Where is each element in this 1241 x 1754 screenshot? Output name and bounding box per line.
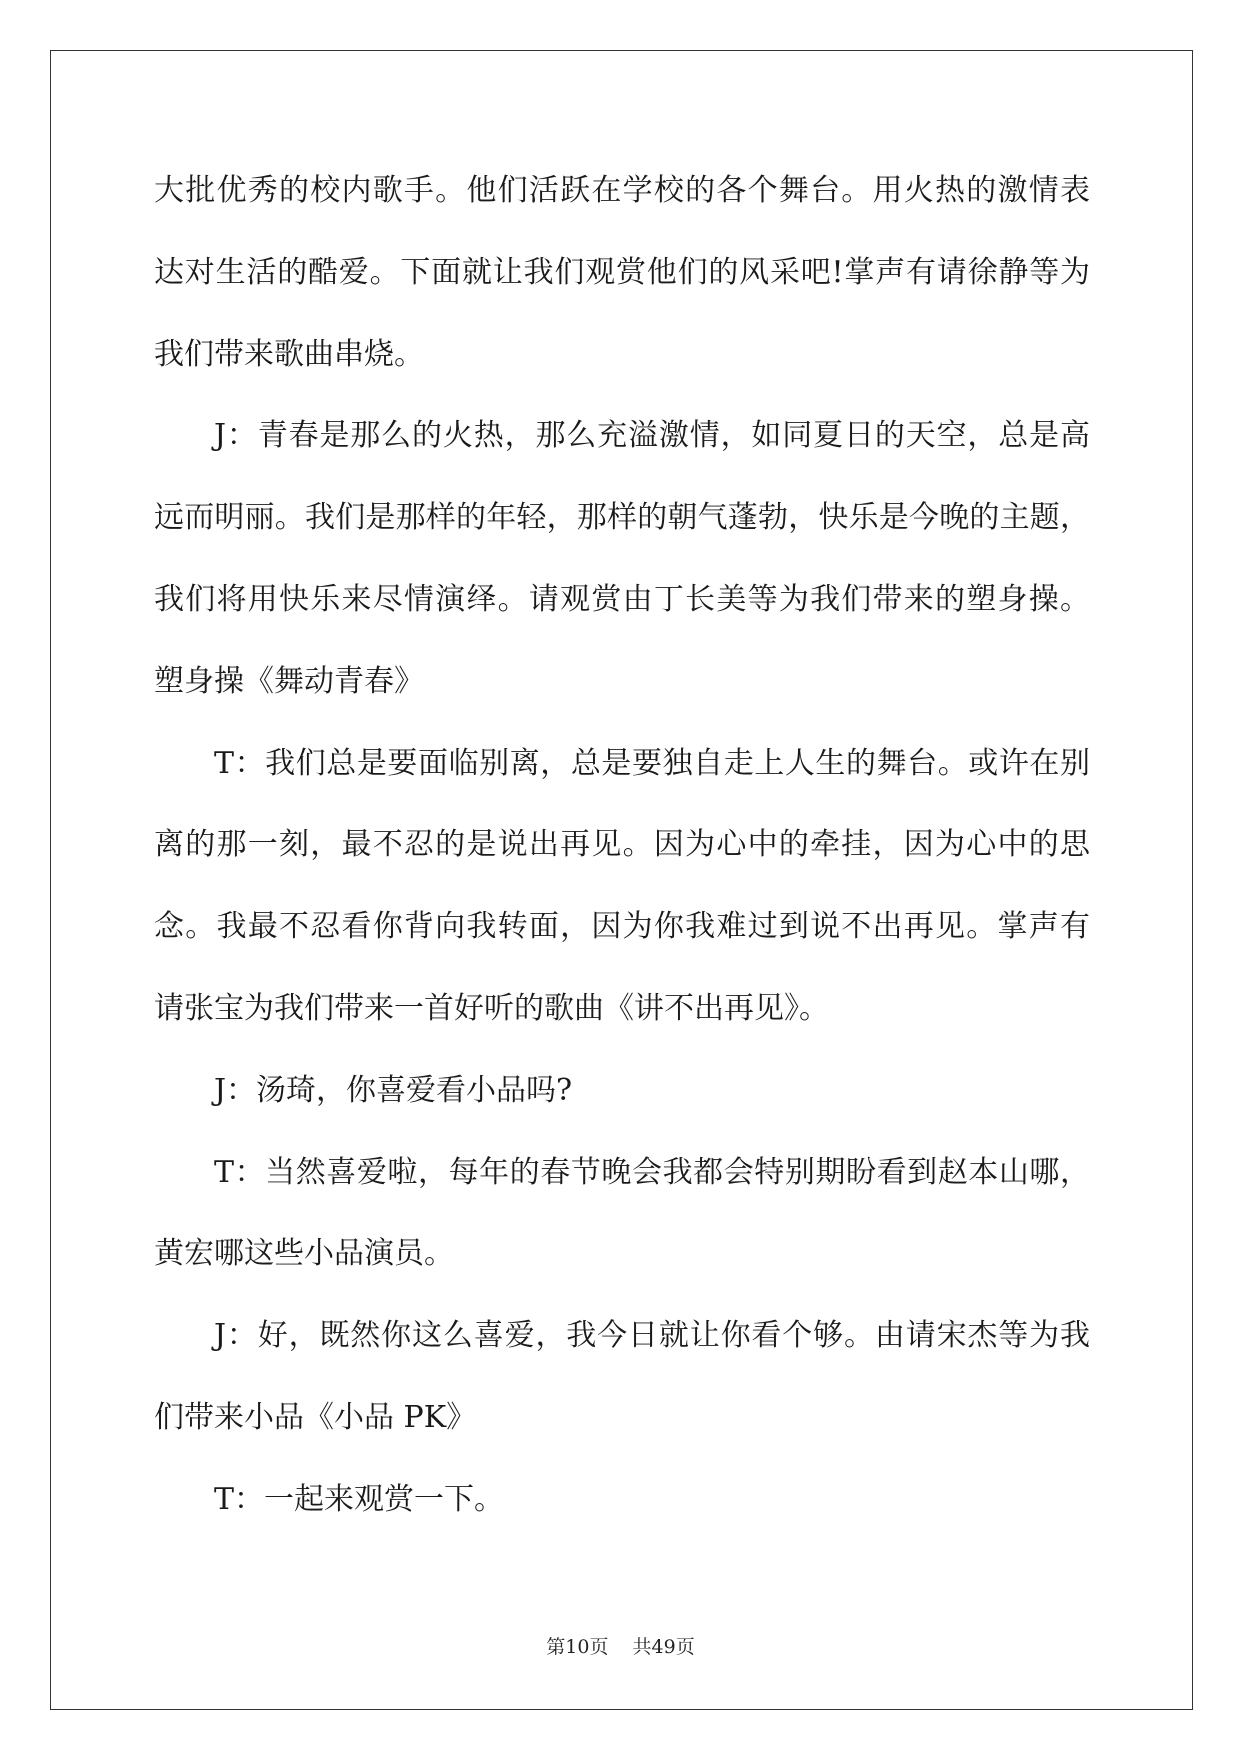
text-line: 念。我最不忍看你背向我转面，因为你我难过到说不出再见。掌声有 — [154, 909, 1090, 945]
text-line: T：当然喜爱啦，每年的春节晚会我都会特别期盼看到赵本山哪， — [214, 1154, 1090, 1190]
page-footer — [0, 1632, 1241, 1662]
text-line: 大批优秀的校内歌手。他们活跃在学校的各个舞台。用火热的激情表 — [154, 173, 1090, 208]
text-line: T：一起来观赏一下。 — [214, 1481, 505, 1517]
current-page-label: 第10页 — [546, 1636, 609, 1658]
text-line: 达对生活的酷爱。下面就让我们观赏他们的风采吧!掌声有请徐静等为 — [154, 254, 1090, 290]
total-pages-label: 共49页 — [632, 1636, 695, 1658]
document-body — [154, 150, 1090, 1541]
text-line: 塑身操《舞动青春》 — [154, 663, 424, 699]
text-line: 我们将用快乐来尽情演绎。请观赏由丁长美等为我们带来的塑身操。 — [154, 581, 1090, 617]
text-line: 离的那一刻，最不忍的是说出再见。因为心中的牵挂，因为心中的思 — [154, 827, 1090, 863]
text-line: 黄宏哪这些小品演员。 — [154, 1236, 454, 1272]
text-line: 们带来小品《小品 PK》 — [154, 1399, 477, 1435]
text-line: J：青春是那么的火热，那么充溢激情，如同夏日的天空，总是高 — [214, 418, 1090, 454]
text-line: J：汤琦，你喜爱看小品吗? — [214, 1072, 573, 1108]
text-line: J：好，既然你这么喜爱，我今日就让你看个够。由请宋杰等为我 — [214, 1318, 1090, 1354]
text-line: T：我们总是要面临别离，总是要独自走上人生的舞台。或许在别 — [214, 745, 1090, 781]
text-line: 远而明丽。我们是那样的年轻，那样的朝气蓬勃，快乐是今晚的主题， — [154, 500, 1090, 536]
text-line: 我们带来歌曲串烧。 — [154, 336, 424, 372]
text-line: 请张宝为我们带来一首好听的歌曲《讲不出再见》。 — [154, 990, 829, 1026]
